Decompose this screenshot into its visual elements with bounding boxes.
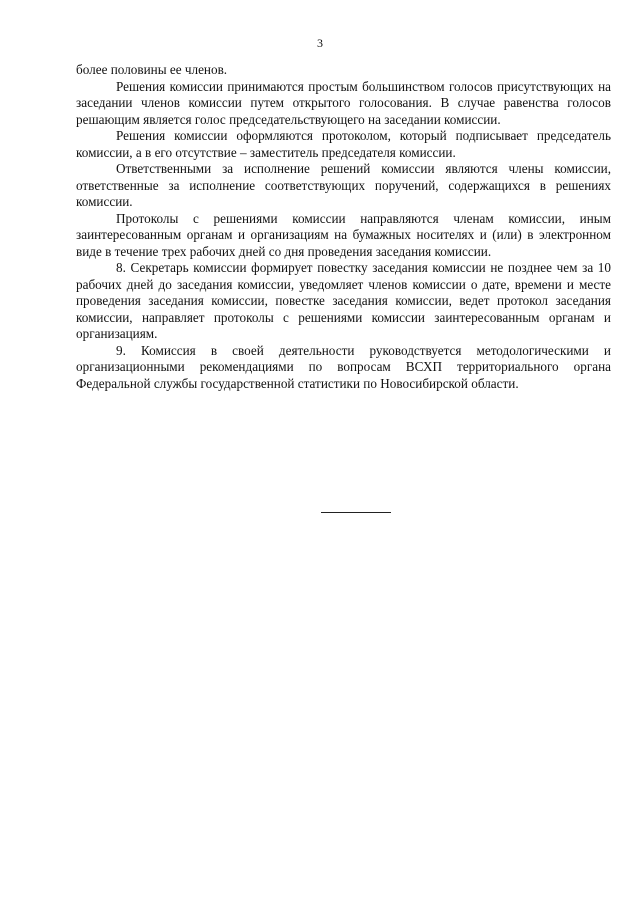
page-number: 3	[317, 36, 323, 50]
paragraph-continuation: более половины ее членов.	[76, 62, 228, 77]
paragraph-responsible-members: Ответственными за исполнение решений комиссии являются члены комиссии, ответственные за исполнение соответствующих поручений, содержащихся в решениях комиссии.	[76, 161, 611, 209]
paragraph-item-8-secretary: 8. Секретарь комиссии формирует повестку заседания комиссии не позднее чем за 10 рабочих дней до заседания комиссии, уведомляет членов комиссии о дате, времени и месте проведения заседания комиссии, повестке заседания комиссии, ведет протокол заседания комиссии, направляет протоколы с решениями комиссии заинтересованным органам и организациям.	[76, 260, 611, 341]
paragraph-item-9-commission: 9. Комиссия в своей деятельности руководствуется методологическими и организационными рекомендациями по вопросам ВСХП территориального органа Федеральной службы государственной статистики по Новосибирской области.	[76, 342, 611, 391]
end-of-document-rule	[321, 512, 391, 513]
paragraph-decisions-voting: Решения комиссии принимаются простым большинством голосов присутствующих на заседании членов комиссии путем открытого голосования. В случае равенства голосов решающим является голос председательствующего на заседании комиссии.	[76, 78, 611, 127]
paragraph-decisions-protocol: Решения комиссии оформляются протоколом, который подписывает председатель комиссии, а в его отсутствие – заместитель председателя комиссии.	[76, 128, 611, 160]
paragraph-protocol-distribution: Протоколы с решениями комиссии направляются членам комиссии, иным заинтересованным органам и организациям на бумажных носителях и (или) в электронном виде в течение трех рабочих дней со дня проведения заседания комиссии.	[76, 210, 611, 259]
document-body	[76, 62, 611, 392]
